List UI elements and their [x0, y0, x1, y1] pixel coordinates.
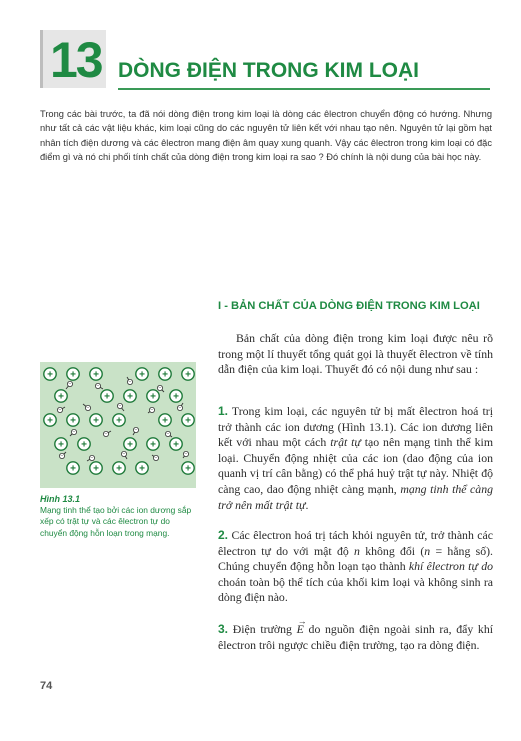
positive-ion — [147, 390, 159, 403]
positive-ion — [124, 390, 136, 403]
svg-text:−: − — [86, 405, 90, 412]
positive-ion — [67, 414, 79, 427]
svg-text:−: − — [134, 427, 138, 434]
positive-ion — [136, 462, 148, 475]
lattice-diagram — [40, 362, 196, 488]
item-emphasis: n — [354, 543, 360, 558]
free-electron — [66, 381, 73, 389]
chapter-title: DÒNG ĐIỆN TRONG KIM LOẠI — [118, 59, 419, 82]
svg-text:−: − — [90, 455, 94, 462]
free-electron — [117, 403, 124, 411]
positive-ion — [182, 462, 194, 475]
item-number: 3. — [218, 622, 229, 636]
free-electron — [127, 377, 133, 386]
section-title: I - BẢN CHẤT CỦA DÒNG ĐIỆN TRONG KIM LOẠI — [218, 300, 480, 312]
free-electron — [183, 451, 189, 458]
svg-text:+: + — [47, 415, 53, 427]
positive-ion — [78, 438, 90, 451]
svg-text:−: − — [118, 403, 122, 410]
svg-text:−: − — [184, 451, 188, 458]
positive-ion — [90, 368, 102, 381]
svg-text:+: + — [185, 415, 191, 427]
free-electron — [133, 427, 139, 435]
theory-item-2 — [218, 528, 493, 606]
free-electron — [87, 455, 95, 461]
svg-text:−: − — [96, 383, 100, 390]
svg-text:+: + — [93, 415, 99, 427]
positive-ion — [159, 368, 171, 381]
item-text: do nguồn điện ngoài sinh ra, đẩy khí êlectron trôi ngược chiều điện trường, tạo ra dòng điện. — [218, 622, 494, 652]
svg-text:+: + — [127, 439, 133, 451]
positive-ion — [113, 462, 125, 475]
positive-ion — [124, 438, 136, 451]
svg-text:+: + — [116, 415, 122, 427]
free-electron — [70, 429, 77, 436]
free-electron — [59, 452, 66, 460]
item-text: không đổi ( — [359, 543, 425, 558]
positive-ion — [170, 438, 182, 451]
item-text: Trong kim loại, các nguyên tử bị mất êlectron hoá trị trở thành các ion dương (Hình 13.1). Các ion dương liên kết với nhau một cách — [218, 404, 493, 450]
svg-text:+: + — [93, 369, 99, 381]
free-electron — [157, 385, 164, 392]
svg-text:−: − — [150, 407, 154, 414]
theory-item-1 — [218, 404, 493, 513]
section-lead-paragraph: Bản chất của dòng điện trong kim loại được nêu rõ trong một lí thuyết tổng quát gọi là thuyết êlectron về tính dẫn điện của kim loại. Thuyết đó có nội dung như sau : — [218, 331, 493, 377]
svg-text:+: + — [173, 391, 179, 403]
free-electron — [148, 407, 155, 413]
free-electron — [103, 431, 111, 438]
vector-symbol: → E — [296, 616, 307, 636]
free-electron — [57, 407, 65, 414]
svg-text:+: + — [58, 391, 64, 403]
item-text: Điện trường — [232, 622, 297, 636]
svg-text:+: + — [81, 439, 87, 451]
figure-caption-text: Mạng tinh thể tạo bởi các ion dương sắp xếp có trật tự và các êlectron tự do chuyển động hỗn loạn trong mạng. — [40, 505, 192, 538]
item-number: 1. — [218, 404, 229, 418]
positive-ion — [136, 368, 148, 381]
svg-text:+: + — [139, 463, 145, 475]
theory-item-3 — [218, 616, 494, 653]
positive-ion — [67, 368, 79, 381]
positive-ion — [67, 462, 79, 475]
free-electron — [177, 403, 183, 412]
positive-ion — [101, 390, 113, 403]
item-text: choán toàn bộ thể tích của khối kim loại và không sinh ra dòng điện nào. — [218, 574, 493, 605]
positive-ion — [44, 414, 56, 427]
svg-text:+: + — [150, 439, 156, 451]
title-underline — [118, 88, 490, 90]
figure-lattice — [40, 362, 196, 488]
item-text: Các êlectron hoá trị tách khỏi nguyên tử, trở thành các êlectron tự do với mật độ — [218, 528, 493, 558]
svg-text:+: + — [70, 415, 76, 427]
svg-text:+: + — [185, 369, 191, 381]
svg-text:−: − — [158, 385, 162, 392]
svg-text:+: + — [127, 391, 133, 403]
positive-ion — [55, 438, 67, 451]
chapter-number: 13 — [50, 32, 102, 88]
item-emphasis: mạng tinh thể càng trở nên mất trật tự — [218, 481, 493, 512]
positive-ion — [44, 368, 56, 381]
positive-ion — [55, 390, 67, 403]
vector-arrow-icon: → — [297, 616, 307, 626]
svg-text:−: − — [60, 453, 64, 460]
page-number: 74 — [40, 680, 53, 692]
item-emphasis: khí êlectron tự do — [408, 559, 493, 574]
free-electron — [165, 431, 172, 437]
svg-text:+: + — [162, 369, 168, 381]
svg-text:+: + — [185, 463, 191, 475]
svg-text:−: − — [58, 407, 62, 414]
svg-text:+: + — [70, 463, 76, 475]
svg-text:+: + — [104, 391, 110, 403]
svg-text:−: − — [72, 429, 76, 436]
free-electron — [83, 404, 91, 412]
svg-text:−: − — [128, 379, 132, 386]
svg-text:−: − — [154, 455, 158, 462]
figure-caption — [40, 494, 196, 539]
item-emphasis: n — [424, 543, 431, 558]
positive-ion — [147, 438, 159, 451]
item-number: 2. — [218, 528, 229, 542]
positive-ion — [170, 390, 182, 403]
svg-text:−: − — [166, 431, 170, 438]
figure-label: Hình 13.1 — [40, 494, 81, 504]
positive-ion — [182, 414, 194, 427]
item-text: tạo nên mạng tinh thể kim loại. Chuyển động nhiệt của các ion (dao động của ion quanh vị trí cân bằng) có thể phá huỷ trật tự này. Nhiệt độ càng cao, dao động nhiệt càng mạnh, — [218, 435, 493, 496]
svg-text:+: + — [93, 463, 99, 475]
item-emphasis: trật tự — [330, 435, 361, 450]
svg-text:−: − — [104, 431, 108, 438]
intro-paragraph: Trong các bài trước, ta đã nói dòng điện trong kim loại là dòng các êlectron chuyển động có hướng. Nhưng như tất cả các vật liệu khác, kim loại cũng do các nguyên tử liên kết với nhau tạo nên. Nguyên tử lại gồm hạt nhân tích điện dương và các êlectron mang điện âm quay xung quanh. Vậy các êlectron trong kim loại có đặc điểm gì và nó chi phối tính chất của dòng điện trong kim loại ra sao ? Đó chính là nội dung của bài học này. — [40, 109, 492, 163]
svg-text:−: − — [68, 381, 72, 388]
svg-text:+: + — [70, 369, 76, 381]
svg-text:−: − — [122, 451, 126, 458]
svg-text:+: + — [150, 391, 156, 403]
item-text: = hằng số). Chúng chuyển động hỗn loạn tạo thành — [218, 543, 493, 574]
svg-text:+: + — [116, 463, 122, 475]
svg-text:+: + — [162, 415, 168, 427]
positive-ion — [159, 414, 171, 427]
svg-text:−: − — [178, 405, 182, 412]
positive-ion — [90, 462, 102, 475]
free-electron — [152, 455, 159, 462]
item-text: . — [305, 497, 309, 512]
positive-ion — [113, 414, 125, 427]
positive-ion — [90, 414, 102, 427]
svg-text:+: + — [47, 369, 53, 381]
free-electron — [121, 451, 127, 459]
free-electron — [95, 383, 103, 389]
positive-ion — [182, 368, 194, 381]
svg-text:+: + — [173, 439, 179, 451]
svg-text:+: + — [58, 439, 64, 451]
svg-text:+: + — [139, 369, 145, 381]
